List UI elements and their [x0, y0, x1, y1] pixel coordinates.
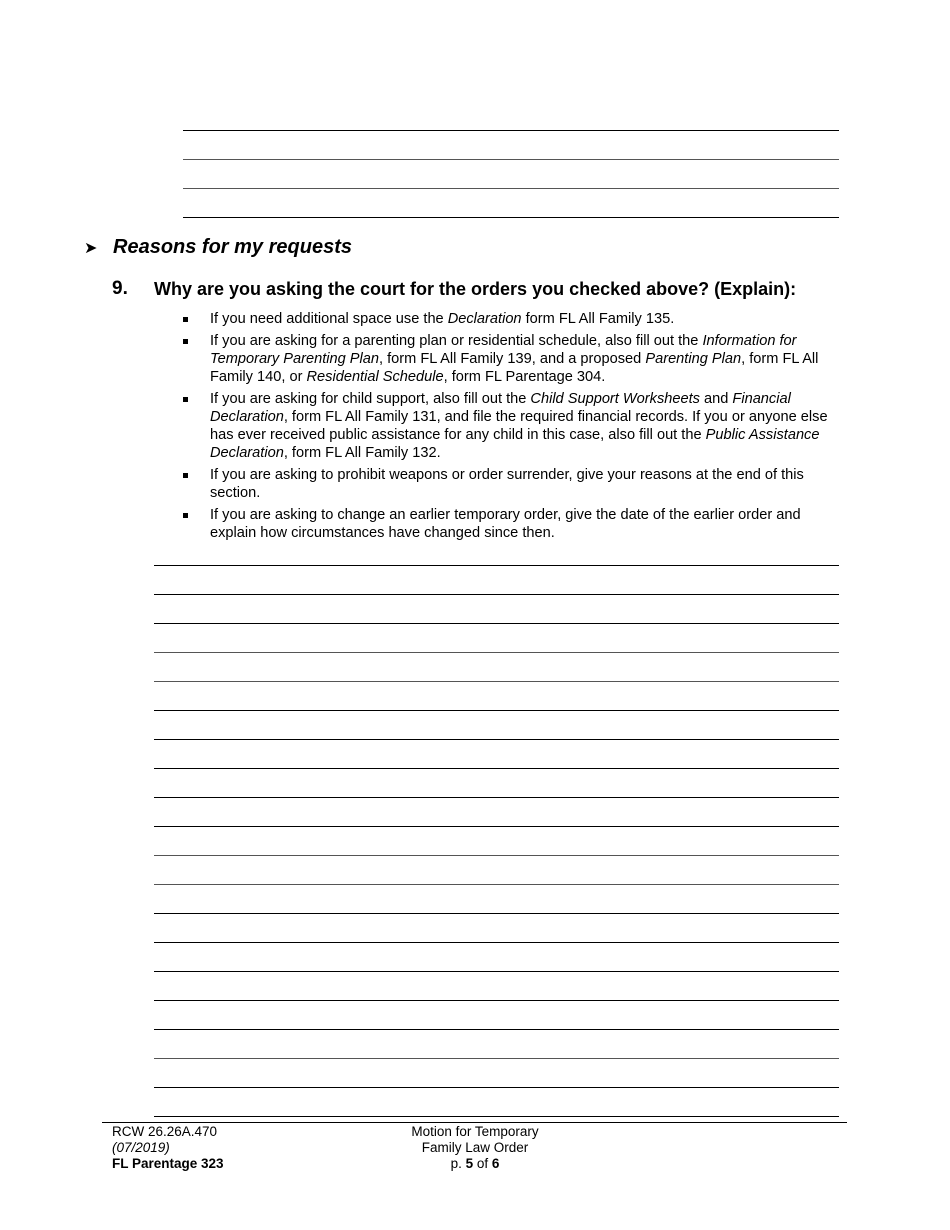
instruction-bullet [180, 506, 840, 542]
answer-line[interactable] [154, 942, 839, 943]
bullet-square-icon [183, 513, 188, 518]
bullet-square-icon [183, 317, 188, 322]
instruction-list [180, 310, 840, 546]
answer-line[interactable] [154, 1000, 839, 1001]
answer-line[interactable] [154, 1116, 839, 1117]
answer-line[interactable] [183, 130, 839, 131]
form-name-reference: Child Support Worksheets [530, 391, 700, 407]
bullet-text: form FL All Family 135. [521, 311, 675, 327]
bullet-square-icon [183, 473, 188, 478]
instruction-bullet [180, 310, 840, 328]
answer-line[interactable] [183, 159, 839, 160]
answer-line[interactable] [154, 710, 839, 711]
instruction-bullet [180, 466, 840, 502]
bullet-text: If you are asking for child support, also fill out the [210, 391, 531, 407]
footer-divider [102, 1122, 847, 1123]
answer-line[interactable] [154, 1058, 839, 1059]
form-name-reference: Residential Schedule [306, 369, 444, 385]
bullet-text: , form FL Parentage 304. [443, 369, 606, 385]
answer-line[interactable] [154, 768, 839, 769]
footer-form-id: FL Parentage 323 [112, 1156, 224, 1171]
answer-line[interactable] [154, 913, 839, 914]
answer-line[interactable] [154, 739, 839, 740]
footer-title-line2: Family Law Order [421, 1140, 529, 1155]
bullet-text: , form FL All Family 132. [283, 445, 441, 461]
answer-line[interactable] [154, 855, 839, 856]
question-text: Why are you asking the court for the orders you checked above? (Explain): [154, 279, 797, 299]
bullet-text: , form FL All Family 140, or [210, 351, 819, 385]
form-name-reference: Information for Temporary Parenting Plan [210, 333, 797, 367]
footer-statute: RCW 26.26A.470 [112, 1124, 218, 1139]
answer-line[interactable] [183, 188, 839, 189]
answer-line[interactable] [154, 971, 839, 972]
bullet-text: , form FL All Family 139, and a proposed [379, 351, 646, 367]
bullet-text: If you are asking to change an earlier temporary order, give the date of the earlier order and explain how circumstances have changed since then. [210, 507, 801, 541]
answer-line[interactable] [154, 797, 839, 798]
bullet-text: If you are asking for a parenting plan or residential schedule, also fill out the [210, 333, 703, 349]
answer-line[interactable] [154, 1087, 839, 1088]
form-name-reference: Parenting Plan [645, 351, 742, 367]
answer-line[interactable] [154, 884, 839, 885]
question-number: 9. [112, 278, 128, 299]
footer-form-title [375, 1124, 575, 1172]
answer-line[interactable] [183, 217, 839, 218]
answer-line[interactable] [154, 623, 839, 624]
answer-line[interactable] [154, 1029, 839, 1030]
section-heading [84, 236, 352, 259]
form-name-reference: Public Assistance Declaration [210, 427, 820, 461]
footer-title-line1: Motion for Temporary [411, 1124, 539, 1139]
answer-line[interactable] [154, 565, 839, 566]
bullet-square-icon [183, 339, 188, 344]
bullet-text: If you are asking to prohibit weapons or order surrender, give your reasons at the end of this section. [210, 467, 804, 501]
instruction-bullet [180, 390, 840, 462]
footer-revision-date: (07/2019) [112, 1140, 170, 1155]
instruction-bullet [180, 332, 840, 386]
section-title: Reasons for my requests [113, 236, 352, 258]
bullet-text: , form FL All Family 131, and file the required financial records. If you or anyone else has ever received public assistance for any child in this case, also fill out the [210, 409, 828, 443]
arrowhead-right-icon: ➤ [84, 239, 98, 257]
footer-form-info [112, 1124, 224, 1172]
bullet-square-icon [183, 397, 188, 402]
bullet-text: and [699, 391, 733, 407]
bullet-text: If you need additional space use the [210, 311, 448, 327]
answer-line[interactable] [154, 652, 839, 653]
form-name-reference: Declaration [447, 311, 522, 327]
answer-line[interactable] [154, 681, 839, 682]
answer-line[interactable] [154, 594, 839, 595]
form-name-reference: Financial Declaration [210, 391, 791, 425]
answer-line[interactable] [154, 826, 839, 827]
footer-page-number: p. 5 of 6 [450, 1156, 500, 1171]
